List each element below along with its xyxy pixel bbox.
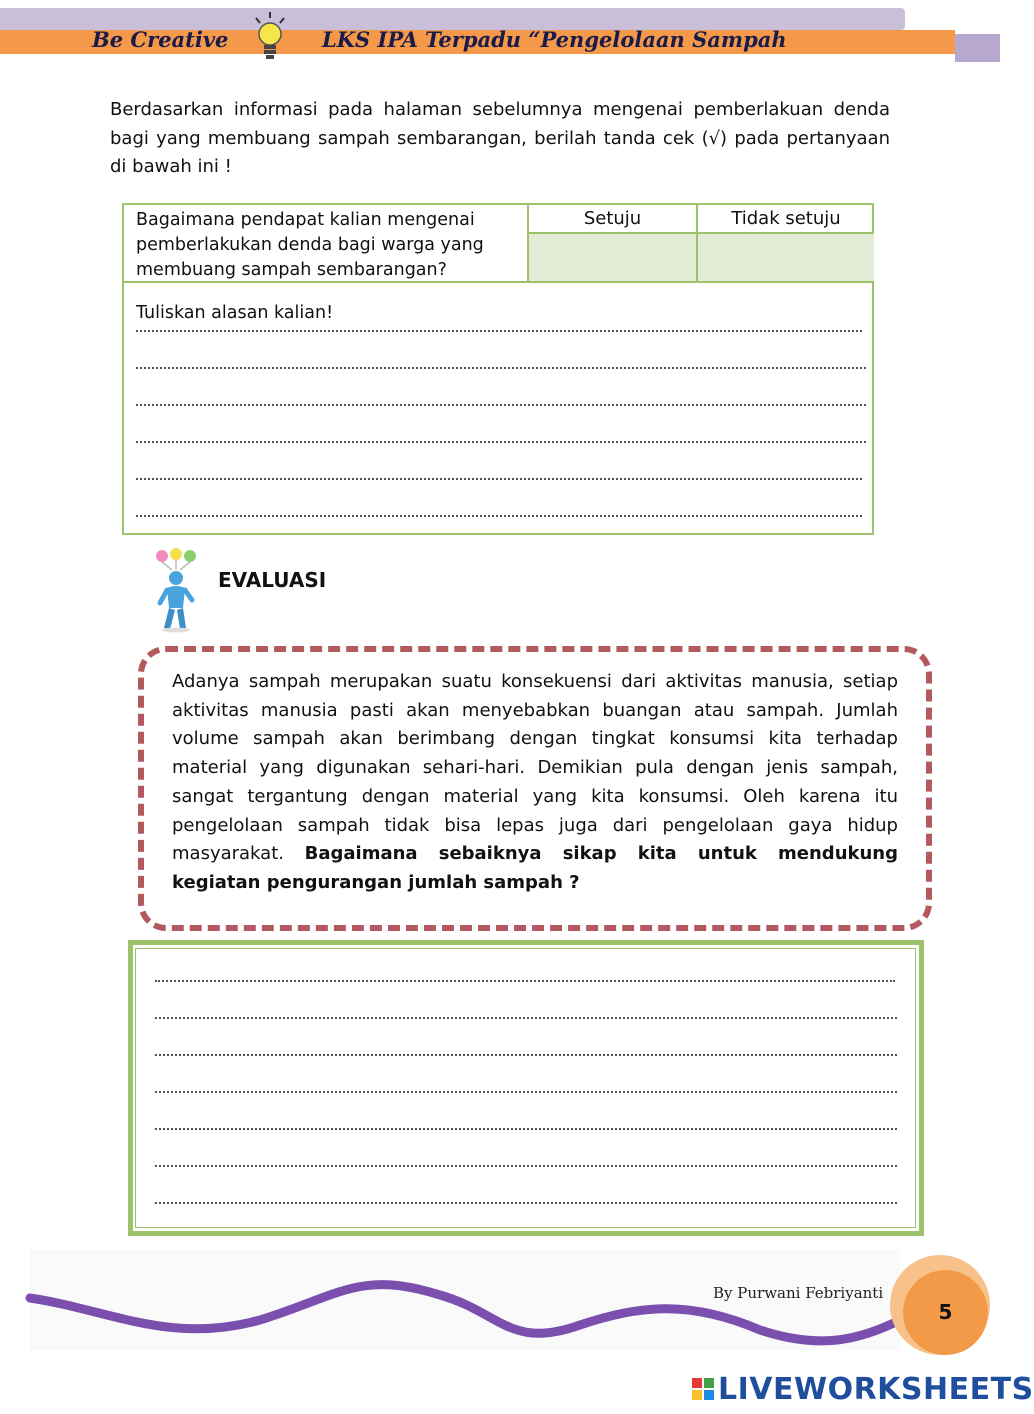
agree-checkbox[interactable]: [529, 234, 696, 281]
answer-line[interactable]: [155, 1054, 897, 1056]
reason-line[interactable]: [136, 441, 866, 443]
evaluasi-paragraph: Adanya sampah merupakan suatu konsekuensi dari aktivitas manusia, setiap aktivitas manusia pasti akan menyebabkan buangan atau sampah. Jumlah volume sampah akan berimbang dengan tingkat konsumsi kita terhadap material yang digunakan sehari-hari. Demikian pula dengan jenis sampah, sangat tergantung dengan material yang kita konsumsi. Oleh karena itu pengelolaan sampah tidak bisa lepas juga dari pengelolaan gaya hidup masyarakat.: [172, 671, 898, 865]
page-number: 5: [938, 1300, 953, 1324]
header-band-accent: [955, 34, 1000, 62]
answer-line[interactable]: [155, 1128, 897, 1130]
table-question: Bagaimana pendapat kalian mengenai pemberlakukan denda bagi warga yang membuang sampah sembarangan?: [136, 210, 484, 280]
evaluasi-question: Bagaimana sebaiknya sikap kita untuk mendukung kegiatan pengurangan jumlah sampah ?: [172, 843, 898, 893]
answer-line[interactable]: [155, 980, 895, 982]
answer-line[interactable]: [155, 1165, 897, 1167]
reason-label: Tuliskan alasan kalian!: [136, 303, 334, 323]
liveworksheets-logo[interactable]: [692, 1372, 1034, 1407]
disagree-checkbox[interactable]: [698, 234, 874, 281]
liveworksheets-text: LIVEWORKSHEETS: [718, 1372, 1034, 1407]
liveworksheets-icon: [692, 1378, 714, 1400]
lightbulb-icon: [250, 10, 290, 65]
person-idea-icon: [150, 548, 202, 633]
reason-line[interactable]: [136, 404, 866, 406]
answer-line[interactable]: [155, 1017, 897, 1019]
opinion-table: [122, 203, 874, 535]
footer-wave: [0, 1250, 1000, 1360]
evaluasi-text: [172, 668, 898, 898]
author-credit: By Purwani Febriyanti: [713, 1284, 884, 1302]
answer-line[interactable]: [155, 1091, 897, 1093]
header-left-title: Be Creative: [92, 27, 229, 52]
reason-line[interactable]: [136, 367, 866, 369]
answer-line[interactable]: [155, 1202, 897, 1204]
header-right-title: LKS IPA Terpadu “Pengelolaan Sampah: [322, 27, 787, 52]
table-divider: [124, 281, 874, 283]
evaluasi-title: EVALUASI: [218, 568, 327, 592]
col-header-agree: Setuju: [583, 208, 642, 229]
reason-line[interactable]: [136, 330, 862, 332]
answer-frame-inner: [135, 948, 916, 1228]
intro-paragraph: Berdasarkan informasi pada halaman sebelumnya mengenai pemberlakuan denda bagi yang membuang sampah sembarangan, berilah tanda cek (√) pada pertanyaan di bawah ini !: [110, 99, 890, 177]
col-header-disagree: Tidak setuju: [731, 208, 841, 229]
reason-line[interactable]: [136, 515, 862, 517]
reason-line[interactable]: [136, 478, 862, 480]
